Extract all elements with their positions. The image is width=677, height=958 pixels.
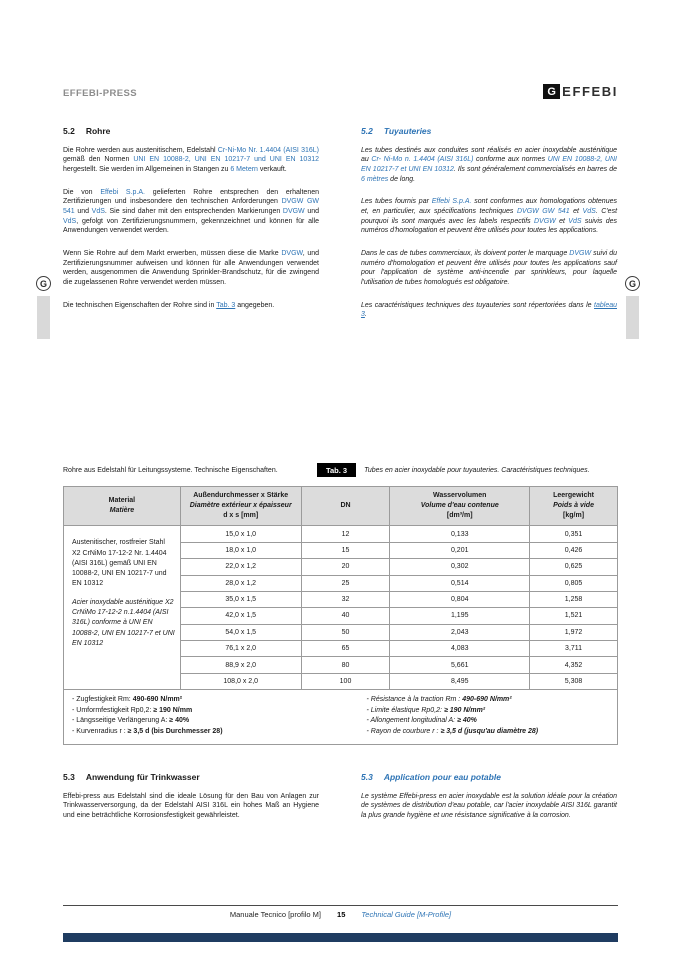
header-de: Material	[108, 497, 136, 505]
cell-weight: 1,258	[530, 591, 618, 607]
note-line	[72, 727, 341, 738]
section-5-2-french	[361, 126, 617, 333]
cell-weight: 4,352	[530, 657, 618, 673]
notes	[64, 695, 617, 737]
cell-weight: 0,805	[530, 575, 618, 591]
inline-link[interactable]: DVGW	[282, 208, 305, 215]
note-value: ≥ 190 N/mm²	[443, 706, 486, 714]
col-header-material	[64, 487, 181, 526]
g-badge-icon: G	[36, 276, 51, 291]
margin-tab-bar	[626, 296, 639, 339]
text-segment: conforme aux normes	[473, 156, 548, 164]
cell-dxs: 88,9 x 2,0	[180, 657, 301, 673]
note-label: - Umformfestigkeit Rp0,2:	[72, 706, 154, 714]
note-label: - Zugfestigkeit Rm:	[72, 696, 133, 704]
section-5-3-french	[361, 772, 617, 834]
cell-volume: 0,133	[390, 526, 530, 542]
cell-dxs: 42,0 x 1,5	[180, 608, 301, 624]
header-unit: [kg/m]	[563, 512, 585, 520]
inline-link[interactable]: DVGW	[281, 249, 303, 257]
text-segment: , gefolgt von Zertifizierungsnummern, gekennzeichnet und können für alle Anwendungen verwendet werden.	[63, 217, 319, 235]
g-badge-icon: G	[625, 276, 640, 291]
margin-tab-bar	[37, 296, 50, 339]
note-label: - Allongement longitudinal A:	[366, 717, 458, 725]
cell-dn: 50	[301, 624, 390, 640]
paragraph	[361, 146, 617, 185]
page-number: 15	[337, 910, 346, 919]
section-heading-de	[63, 772, 319, 784]
page-footer	[63, 910, 618, 919]
paragraph	[63, 188, 319, 236]
inline-link[interactable]: VdS	[582, 208, 596, 215]
text-segment: und	[304, 208, 319, 215]
text-segment: . C'est pourquoi ils sont marqués avec les labels respectifs	[361, 208, 618, 225]
inline-link[interactable]: DVGW	[534, 217, 556, 225]
notes-german	[64, 695, 341, 737]
header-fr: Volume d'eau contenue	[420, 502, 499, 510]
margin-marker-left	[36, 276, 52, 339]
paragraph: Le système Effebi-press en acier inoxydable est la solution idéale pour la création de systèmes de distribution d'eau potable, car l'acier inoxydable AISI 316L garantit la plus grande hygiène et une résistance significative à la corrosion.	[361, 792, 617, 820]
cell-dxs: 108,0 x 2,0	[180, 673, 301, 689]
col-header-weight	[530, 487, 618, 526]
header-fr: Matière	[109, 507, 135, 515]
section-title: Tuyauteries	[383, 126, 432, 136]
section-5-3-german	[63, 772, 319, 834]
text-segment: , und Zertifizierungsnummer aufweisen und können für alle Anwendungen verwendet werden, ausgenommen die Anwendung Sprinkler-Brandschutz, für die zwingend die zugelassenen Rohre verwendet werden müssen.	[63, 249, 319, 286]
section-number: 5.3	[63, 772, 75, 782]
col-header-volume	[390, 487, 530, 526]
header-de: Wasservolumen	[433, 492, 487, 499]
section-5-2-german	[63, 126, 319, 323]
logo-mark-icon: G	[543, 84, 560, 99]
note-value: ≥ 3,5 d (jusqu'au diamètre 28)	[440, 727, 539, 735]
paragraph	[361, 197, 617, 236]
text-segment: sont conformes aux homologations obtenues et, en particulier, aux spécifications techniques	[361, 198, 617, 215]
note-label: - Limite élastique Rp0,2:	[366, 706, 444, 714]
table-number-badge: Tab. 3	[317, 463, 356, 477]
inline-link[interactable]: DVGW GW 541	[63, 198, 319, 215]
inline-link[interactable]: 6 mètres	[361, 175, 389, 183]
inline-link[interactable]: DVGW GW 541	[516, 208, 570, 215]
inline-link[interactable]: Tab. 3	[216, 301, 236, 309]
note-label: - Rayon de courbure r :	[366, 727, 441, 735]
paragraph	[361, 301, 617, 320]
text-segment: Les tubes fournis par	[361, 198, 432, 206]
cell-volume: 5,661	[390, 657, 530, 673]
cell-volume: 8,495	[390, 673, 530, 689]
table-caption-row	[63, 463, 618, 477]
cell-volume: 4,083	[390, 641, 530, 657]
note-line	[72, 716, 341, 727]
header-unit: [dm³/m]	[446, 512, 473, 520]
col-header-diameter	[180, 487, 301, 526]
text-segment: et	[555, 217, 569, 225]
cell-volume: 2,043	[390, 624, 530, 640]
section-heading-de	[63, 126, 319, 138]
notes-cell	[64, 690, 618, 745]
cell-dn: 20	[301, 559, 390, 575]
text-segment: verkauft.	[257, 166, 287, 174]
paragraph	[361, 249, 617, 288]
note-line	[72, 695, 341, 706]
cell-weight: 1,521	[530, 608, 618, 624]
text-segment: und	[74, 208, 92, 215]
inline-link[interactable]: VdS	[568, 217, 582, 225]
text-segment: hergestellt. Sie werden im Allgemeinen in Stangen zu	[63, 166, 231, 174]
text-segment: et	[569, 208, 583, 215]
cell-weight: 5,308	[530, 673, 618, 689]
note-value: 490-690 N/mm²	[462, 696, 512, 704]
section-number: 5.2	[361, 126, 373, 136]
cell-dxs: 76,1 x 2,0	[180, 641, 301, 657]
text-segment: Die von	[63, 188, 101, 196]
inline-link[interactable]: UNI EN 10088-2, UNI EN 10217-7 et UNI EN 10312	[361, 156, 617, 174]
header-unit: d x s [mm]	[223, 512, 259, 520]
text-segment: suivis des numéros d'homologation et peuvent être utilisés pour toutes les applications.	[361, 217, 617, 235]
cell-dxs: 15,0 x 1,0	[180, 526, 301, 542]
footer-rule	[63, 905, 618, 906]
text-segment: .	[364, 311, 367, 319]
paragraph	[63, 146, 319, 175]
paragraph: Effebi-press aus Edelstahl sind die ideale Lösung für den Bau von Anlagen zur Trinkwasserversorgung, da der Edelstahl AISI 316L ein hohes Maß an Hygiene und eine beträchtliche Korrosionsfestigkeit gewährleistet.	[63, 792, 319, 820]
note-value: ≥ 40%	[457, 717, 477, 725]
text-segment: Die Rohre werden aus austenitischem, Edelstahl	[63, 146, 218, 154]
pipe-specs-table	[63, 486, 618, 745]
table-header-row	[64, 487, 618, 526]
cell-dxs: 54,0 x 1,5	[180, 624, 301, 640]
note-line	[367, 706, 618, 717]
text-segment: . Sie sind daher mit den entsprechenden Markierungen	[104, 208, 283, 215]
cell-dn: 40	[301, 608, 390, 624]
material-german: Austenitischer, rostfreier Stahl X2 CrNiMo 17-12-2 Nr. 1.4404 (AISI 316L) gemäß UNI EN 10088-2, UNI EN 10217-7 und EN 10312	[72, 539, 167, 587]
note-line	[367, 716, 618, 727]
cell-volume: 0,201	[390, 542, 530, 558]
section-title: Application pour eau potable	[383, 772, 501, 782]
cell-dn: 80	[301, 657, 390, 673]
inline-link[interactable]: Cr-Ni-Mo Nr. 1.4404 (AISI 316L)	[217, 146, 319, 154]
footer-accent-bar	[63, 933, 618, 942]
text-segment: angegeben.	[235, 301, 275, 309]
cell-volume: 0,804	[390, 591, 530, 607]
text-segment: suivi du numéro d'homologation et peuvent être utilisés pour toutes les applications sauf pour l'application de système anti-incendie par sprinkleurs, pour laquelle l'utilisation de tubes homologués est obligatoire.	[361, 249, 617, 286]
text-segment: Dans le cas de tubes commerciaux, ils doivent porter le marquage	[361, 249, 570, 257]
cell-dxs: 18,0 x 1,0	[180, 542, 301, 558]
cell-weight: 0,625	[530, 559, 618, 575]
cell-dn: 65	[301, 641, 390, 657]
note-line	[367, 727, 618, 738]
material-cell	[64, 526, 181, 690]
inline-link[interactable]: Effebi S.p.A.	[100, 188, 146, 196]
logo-wordmark: EFFEBI	[562, 84, 618, 99]
header-de: Außendurchmesser x Stärke	[193, 492, 289, 499]
inline-link[interactable]: DVGW	[569, 249, 592, 257]
text-segment: . Ils sont généralement commercialisés en barres de	[453, 166, 617, 174]
paragraph	[63, 249, 319, 288]
inline-link[interactable]: Effebi S.p.A.	[431, 198, 472, 206]
cell-dxs: 35,0 x 1,5	[180, 591, 301, 607]
note-label: - Längsseitige Verlängerung A:	[72, 717, 170, 725]
note-line	[72, 706, 341, 717]
footer-guide-title: Technical Guide [M-Profile]	[361, 910, 452, 919]
table-caption-french: Tubes en acier inoxydable pour tuyauteries. Caractéristiques techniques.	[364, 466, 590, 474]
cell-dn: 32	[301, 591, 390, 607]
text-segment: de long.	[388, 175, 416, 183]
section-heading-fr	[361, 126, 617, 138]
cell-dn: 15	[301, 542, 390, 558]
cell-volume: 1,195	[390, 608, 530, 624]
page-header-brand: EFFEBI-PRESS	[63, 88, 137, 99]
section-title: Rohre	[85, 126, 111, 136]
text-segment: gelieferten Rohre entsprechen den erhaltenen Zertifizierungen und insbesondere den technischen Anforderungen	[63, 188, 319, 206]
effebi-logo	[543, 84, 618, 99]
table-row	[64, 526, 618, 542]
cell-dn: 12	[301, 526, 390, 542]
inline-link[interactable]: UNI EN 10088-2, UNI EN 10217-7 und UNI EN 10312	[133, 156, 320, 164]
inline-link[interactable]: Cr- Ni-Mo n. 1.4404 (AISI 316L)	[371, 156, 474, 164]
col-header-dn: DN	[301, 487, 390, 526]
text-segment: Les caractéristiques techniques des tuyauteries sont répertoriées dans le	[361, 301, 595, 309]
cell-weight: 3,711	[530, 641, 618, 657]
inline-link[interactable]: VdS	[91, 208, 105, 215]
note-line	[367, 695, 618, 706]
inline-link[interactable]: VdS	[63, 217, 77, 225]
section-title: Anwendung für Trinkwasser	[85, 772, 200, 782]
text-segment: gemäß den Normen	[63, 156, 134, 164]
cell-weight: 0,351	[530, 526, 618, 542]
header-fr: Diamètre extérieur x épaisseur	[189, 502, 292, 510]
text-segment: Wenn Sie Rohre auf dem Markt erwerben, müssen diese die Marke	[63, 249, 282, 257]
inline-link[interactable]: 6 Metern	[230, 166, 258, 174]
note-label: - Résistance à la traction Rm :	[366, 696, 463, 704]
notes-french	[341, 695, 618, 737]
cell-weight: 0,426	[530, 542, 618, 558]
text-segment: Les tubes destinés aux conduites sont réalisés en acier inoxydable austénitique au	[361, 146, 617, 164]
note-value: ≥ 3,5 d (bis Durchmesser 28)	[127, 727, 223, 735]
note-value: ≥ 190 N/mm	[153, 706, 193, 714]
paragraph	[63, 301, 319, 311]
cell-dn: 100	[301, 673, 390, 689]
cell-weight: 1,972	[530, 624, 618, 640]
section-number: 5.3	[361, 772, 373, 782]
margin-marker-right	[625, 276, 641, 339]
footer-manual-title: Manuale Tecnico [profilo M]	[229, 910, 322, 919]
header-fr: Poids à vide	[553, 502, 594, 510]
cell-dn: 25	[301, 575, 390, 591]
cell-dxs: 22,0 x 1,2	[180, 559, 301, 575]
section-heading-fr	[361, 772, 617, 784]
note-value: ≥ 40%	[169, 717, 190, 725]
cell-dxs: 28,0 x 1,2	[180, 575, 301, 591]
section-number: 5.2	[63, 126, 75, 136]
note-label: - Kurvenradius r :	[72, 727, 128, 735]
material-french: Acier inoxydable austénitique X2 CrNiMo 17-12-2 n.1.4404 (AISI 316L) conforme à UNI EN 10088-2, UNI EN 10217-7 et UNI EN 10312	[72, 599, 175, 647]
cell-volume: 0,514	[390, 575, 530, 591]
table-caption-german: Rohre aus Edelstahl für Leitungssysteme. Technische Eigenschaften.	[63, 466, 278, 474]
header-de: Leergewicht	[553, 492, 594, 499]
inline-link[interactable]: tableau 3	[361, 301, 617, 319]
cell-volume: 0,302	[390, 559, 530, 575]
text-segment: Die technischen Eigenschaften der Rohre sind in	[63, 301, 217, 309]
note-value: 490-690 N/mm²	[132, 696, 183, 704]
table-notes-row	[64, 690, 618, 745]
